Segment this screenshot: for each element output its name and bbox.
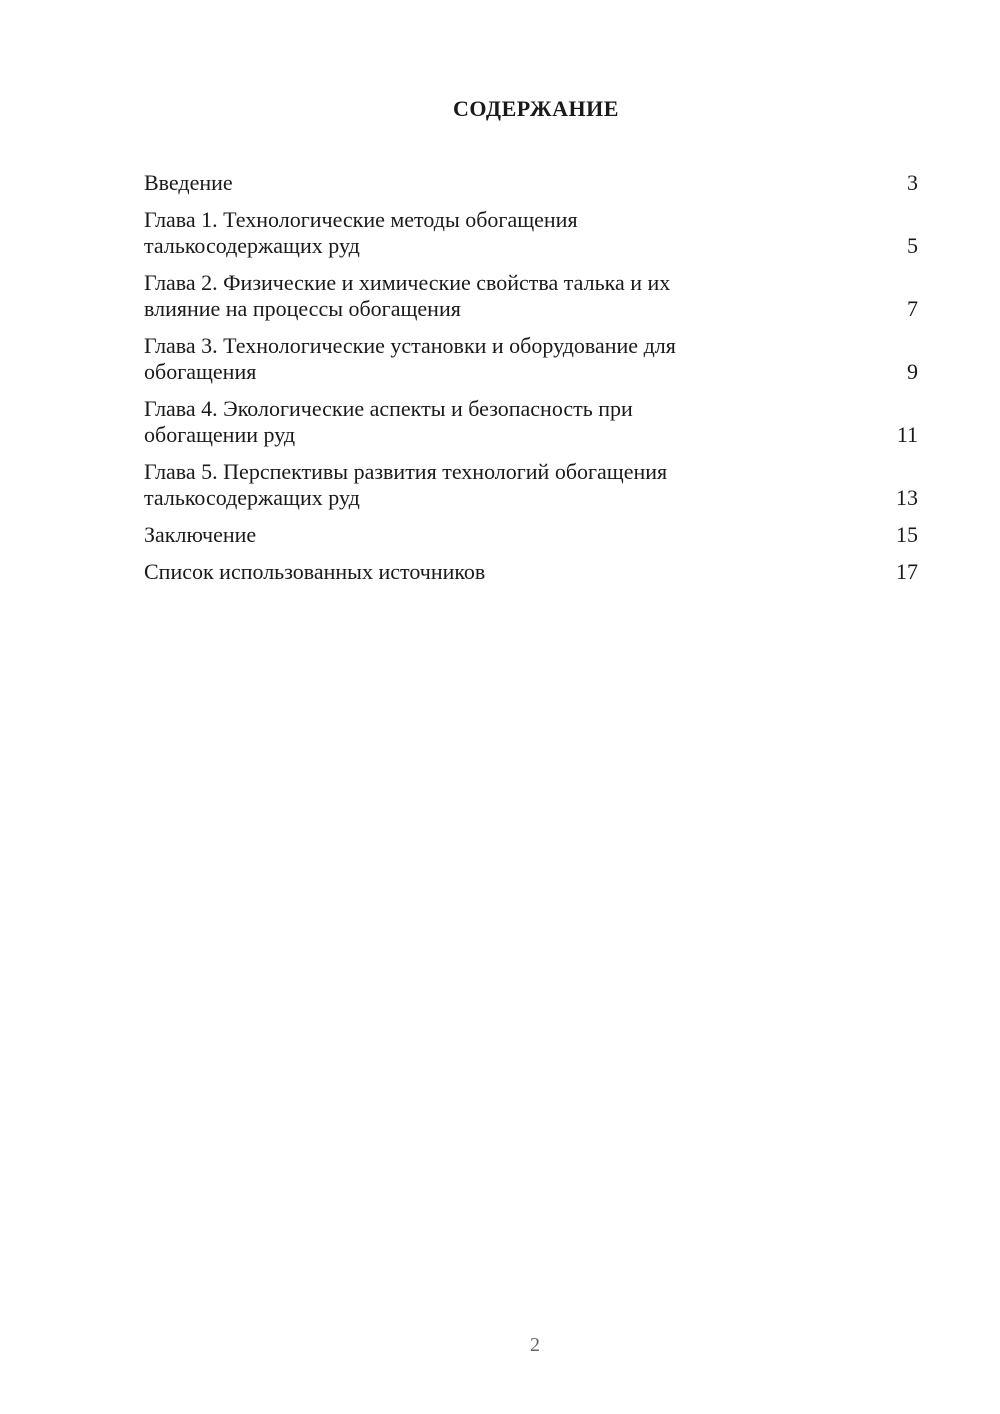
- toc-entry-introduction: [144, 170, 918, 196]
- toc-entry-text: Глава 3. Технологические установки и оборудование для обогащения: [144, 333, 676, 384]
- toc-entry-chapter-2: [144, 270, 918, 322]
- page-number: 2: [530, 1334, 540, 1356]
- toc-entry-text: Введение: [144, 170, 233, 195]
- toc-title: СОДЕРЖАНИЕ: [453, 96, 619, 121]
- toc-entry-page: 9: [907, 359, 918, 384]
- toc-entry-chapter-4: [144, 396, 918, 448]
- toc-entry-page: 13: [896, 485, 918, 510]
- toc-entry-text: Глава 4. Экологические аспекты и безопасность при обогащении руд: [144, 396, 633, 447]
- toc-entry-page: 17: [896, 559, 918, 584]
- toc-entry-page: 15: [896, 522, 918, 547]
- toc-entry-references: [144, 559, 918, 585]
- toc-entry-page: 7: [907, 296, 918, 321]
- toc-entry-text: Глава 5. Перспективы развития технологий обогащения талькосодержащих руд: [144, 459, 668, 510]
- toc-entry-page: 11: [896, 422, 918, 447]
- toc-entry-text: Глава 1. Технологические методы обогащения талькосодержащих руд: [144, 207, 578, 258]
- toc-entry-page: 3: [907, 170, 918, 195]
- toc-entry-text: Заключение: [144, 522, 257, 547]
- toc-entry-text: Список использованных источников: [144, 559, 486, 584]
- toc-entry-chapter-1: [144, 207, 918, 259]
- toc-entry-chapter-3: [144, 333, 918, 385]
- toc-list: [144, 170, 918, 596]
- toc-entry-conclusion: [144, 522, 918, 548]
- toc-entry-text: Глава 2. Физические и химические свойства талька и их влияние на процессы обогащения: [144, 270, 671, 321]
- toc-entry-page: 5: [907, 233, 918, 258]
- toc-entry-chapter-5: [144, 459, 918, 511]
